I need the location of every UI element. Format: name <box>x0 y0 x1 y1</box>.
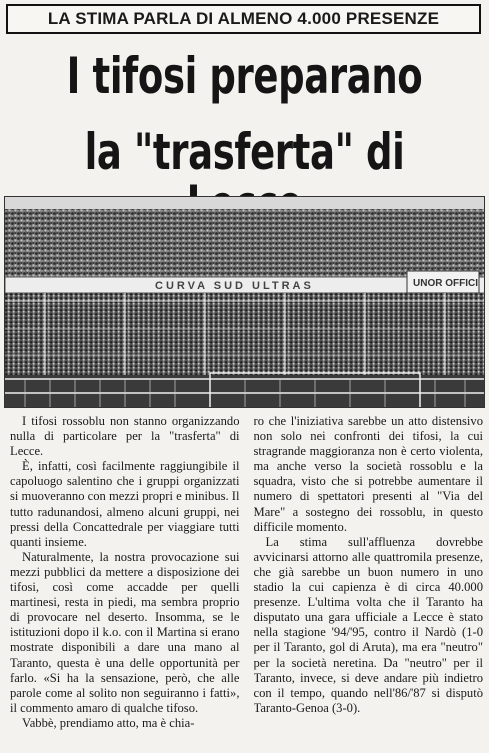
article-column-2 <box>254 414 484 752</box>
headline-line-1: I tifosi preparano <box>66 47 423 105</box>
stadium-crowd-photo <box>4 196 485 408</box>
article-paragraph: La stima sull'affluenza dovrebbe avvicinarsi attorno alle quattromila presenze, che già sarebbe un buon numero in uno stadio la cui capienza è di circa 40.000 presenze. L'ultima volta che il Taranto ha disputato una gara ufficiale a Lecce è stato nella stagione '94/'95, contro il Nardò (1-0 per il Taranto, gol di Aruta), ma era "neutro" per la società neretina. Da "neutro" per il Taranto, invece, si deve andare più indietro con il tempo, quando nell'86/'87 si disputò Taranto-Genoa (3-0). <box>253 534 483 715</box>
article-paragraph: ro che l'iniziativa sarebbe un atto distensivo non solo nei confronti dei tifosi, la cui stragrande maggioranza non è certo violenta, ma anche verso la società rossoblu e la squadra, visto che si potrebbe aumentare il numero di spettatori presenti al "Via del Mare" a sostegno dei rossoblu, in questo difficile momento. <box>253 414 483 534</box>
article-paragraph: Vabbè, prendiamo atto, ma è chia- <box>22 715 195 730</box>
headline-line-2: la "trasferta" di <box>84 123 405 181</box>
article-paragraph: I tifosi rossoblu non stanno organizzando nulla di particolare per la "trasferta" di Lecce. <box>10 414 240 459</box>
photo-sign-text: UNOR OFFICI <box>413 278 478 289</box>
article-column-1 <box>10 414 240 752</box>
photo-banner-text: CURVA SUD ULTRAS <box>155 280 314 292</box>
article-paragraph: È, infatti, così facilmente raggiungibile il capoluogo salentino che i gruppi organizzati si muoveranno con mezzi propri e minibus. Il tutto radunandosi, almeno alcuni gruppi, nei pressi della Concattedrale per viaggiare tutti quanti insieme. <box>10 459 240 549</box>
article-body <box>10 414 483 752</box>
article-paragraph: Naturalmente, la nostra provocazione sui mezzi pubblici da mettere a disposizione dei tifosi, così come accadde per quelli martinesi, resta in piedi, ma sembra proprio di provocare nel deserto. Insomma, se le istituzioni dopo il k.o. con il Martina si erano mostrate disponibili a dare una mano al Taranto, questa è una delle opportunità per farlo. «Si ha la sensazione, però, che alle parole come al solito non seguiranno i fatti», il commento amaro di qualche tifoso. <box>10 549 240 715</box>
kicker-headline: LA STIMA PARLA DI ALMENO 4.000 PRESENZE <box>6 4 481 34</box>
